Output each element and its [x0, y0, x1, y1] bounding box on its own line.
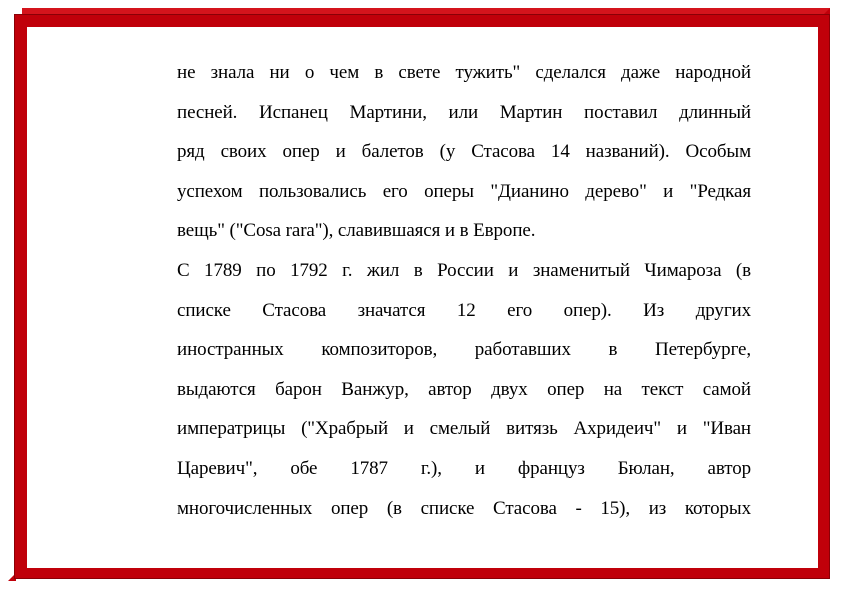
body-text	[177, 53, 751, 528]
text-line: С 1789 по 1792 г. жил в России и знаменитый Чимароза (в	[177, 259, 751, 281]
text-line: песней. Испанец Мартини, или Мартин поставил длинный	[177, 101, 751, 123]
text-line: выдаются барон Ванжур, автор двух опер на текст самой	[177, 378, 751, 400]
text-line: Царевич", обе 1787 г.), и француз Бюлан, автор	[177, 457, 751, 479]
text-line: вещь" ("Cosa rara"), славившаяся и в Европе.	[177, 220, 536, 242]
text-line: успехом пользовались его оперы "Дианино дерево" и "Редкая	[177, 180, 751, 202]
text-line: не знала ни о чем в свете тужить" сделался даже народной	[177, 62, 751, 83]
text-line: списке Стасова значатся 12 его опер). Из других	[177, 299, 751, 321]
text-line: ряд своих опер и балетов (у Стасова 14 названий). Особым	[177, 141, 751, 163]
text-line: многочисленных опер (в списке Стасова - 15), из которых	[177, 497, 751, 519]
text-line: иностранных композиторов, работавших в Петербурге,	[177, 339, 751, 361]
text-line: императрицы ("Храбрый и смелый витязь Ахридеич" и "Иван	[177, 418, 751, 440]
